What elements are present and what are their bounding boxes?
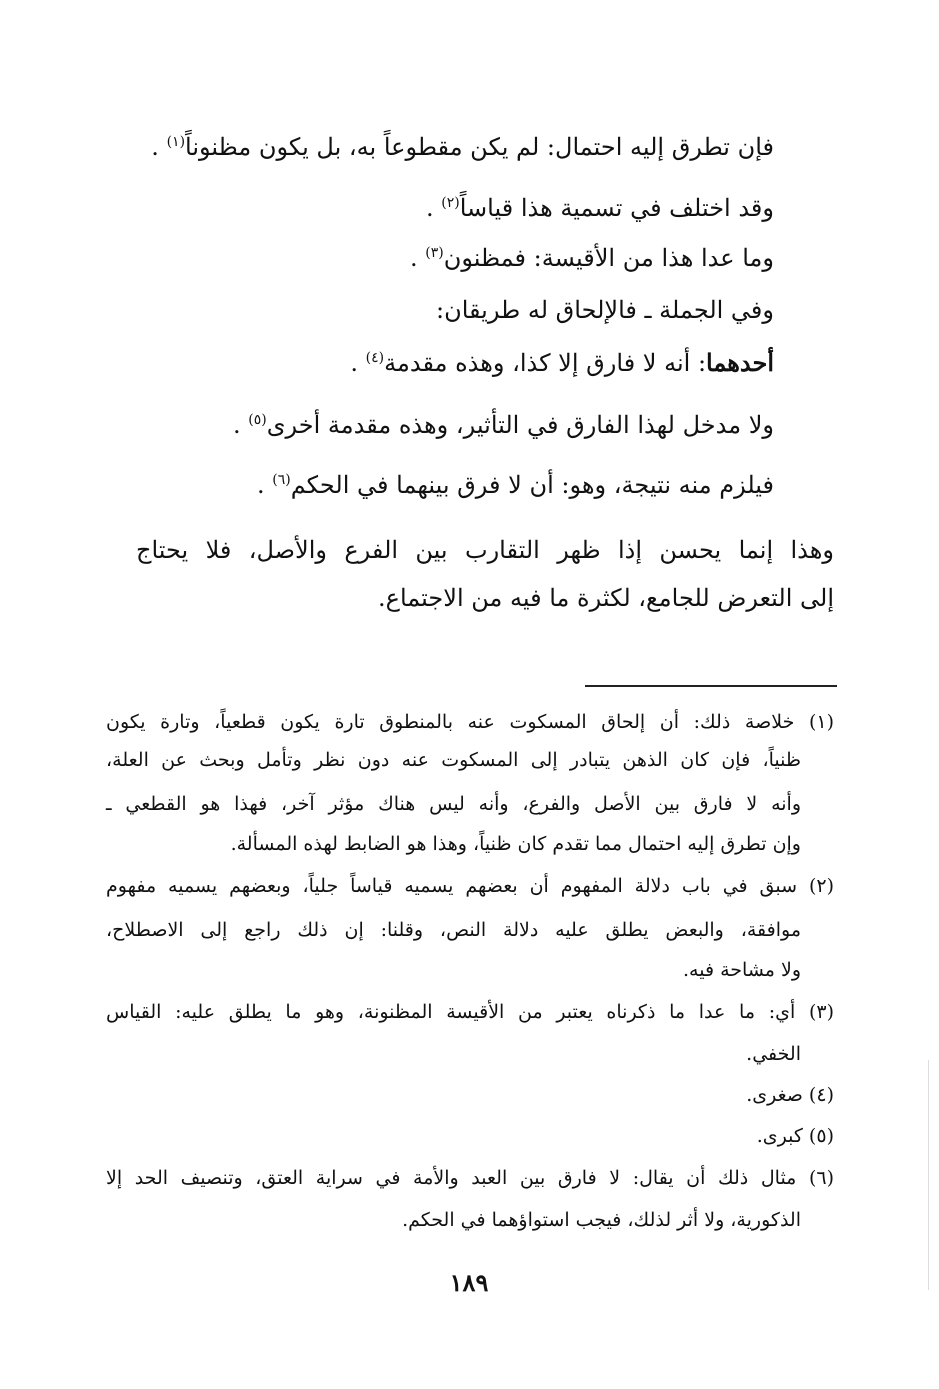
footnote-ref-2[interactable]: (٢) (441, 195, 460, 211)
page-number: ١٨٩ (449, 1268, 489, 1297)
main-line-4: وفي الجملة ـ فالإلحاق له طريقان: (436, 296, 774, 324)
footnote-6-line-1: (٦) مثال ذلك أن يقال: لا فارق بين العبد والأمة في سراية العتق، وتنصيف الحد إلا (106, 1167, 834, 1189)
main-line-2: وقد اختلف في تسمية هذا قياساً$^{(٢)}$ . (425, 194, 774, 222)
footnote-3-line-1: (٣) أي: ما عدا ما ذكرناه يعتبر من الأقيسة المظنونة، وهو ما يطلق عليه: القياس (106, 1001, 834, 1023)
footnote-5: (٥) كبرى. (756, 1125, 834, 1147)
footnote-ref-6[interactable]: (٦) (272, 472, 291, 488)
footnote-ref-4[interactable]: (٤) (365, 350, 385, 366)
main-line-8: وهذا إنما يحسن إذا ظهر التقارب بين الفرع والأصل، فلا يحتاج (136, 536, 835, 564)
footnote-3-line-2: الخفي. (746, 1043, 801, 1065)
main-line-9: إلى التعرض للجامع، لكثرة ما فيه من الاجتماع. (378, 584, 834, 612)
footnote-ref-1[interactable]: (١) (166, 134, 186, 150)
footnote-1-line-1: (١) خلاصة ذلك: أن إلحاق المسكوت عنه بالمنطوق تارة يكون قطعياً، وتارة يكون (106, 711, 834, 733)
footnote-6-line-2: الذكورية، ولا أثر لذلك، فيجب استواؤهما في الحكم. (402, 1209, 801, 1231)
footnote-2-line-1: (٢) سبق في باب دلالة المفهوم أن بعضهم يسميه قياساً جلياً، وبعضهم يسميه مفهوم (106, 875, 834, 897)
footnote-2-line-3: ولا مشاحة فيه. (683, 959, 801, 981)
main-line-6: ولا مدخل لهذا الفارق في التأثير، وهذه مقدمة أخرى$^{(٥)}$ . (233, 411, 774, 439)
page-edge-shadow (928, 1060, 929, 1290)
main-line-7: فيلزم منه نتيجة، وهو: أن لا فرق بينهما في الحكم$^{(٦)}$ . (256, 471, 774, 499)
footnote-ref-5[interactable]: (٥) (248, 412, 267, 428)
footnote-ref-3[interactable]: (٣) (425, 245, 444, 261)
first-method-heading: أحدهما (706, 348, 774, 377)
footnote-1-line-2: ظنياً، فإن كان الذهن يتبادر إلى المسكوت عنه دون نظر وتأمل وبحث عن العلة، (106, 749, 801, 771)
footnote-4: (٤) صغرى. (746, 1084, 834, 1106)
main-line-1: فإن تطرق إليه احتمال: لم يكن مقطوعاً به، بل يكون مظنوناً$^{(١)}$ . (151, 133, 774, 161)
footnote-1-line-4: وإن تطرق إليه احتمال مما تقدم كان ظنياً، وهذا هو الضابط لهذه المسألة. (230, 833, 801, 855)
main-line-5: أحدهما: أنه لا فارق إلا كذا، وهذه مقدمة$^{(٤)}$ . (350, 348, 774, 377)
main-line-3: وما عدا هذا من الأقيسة: فمظنون$^{(٣)}$ . (409, 244, 774, 272)
footnote-2-line-2: موافقة، والبعض يطلق عليه دلالة النص، وقلنا: إن ذلك راجع إلى الاصطلاح، (106, 919, 801, 941)
footnote-1-line-3: وأنه لا فارق بين الأصل والفرع، وأنه ليس هناك مؤثر آخر، فهذا هو القطعي ـ (106, 793, 801, 815)
footnote-separator (585, 685, 837, 687)
